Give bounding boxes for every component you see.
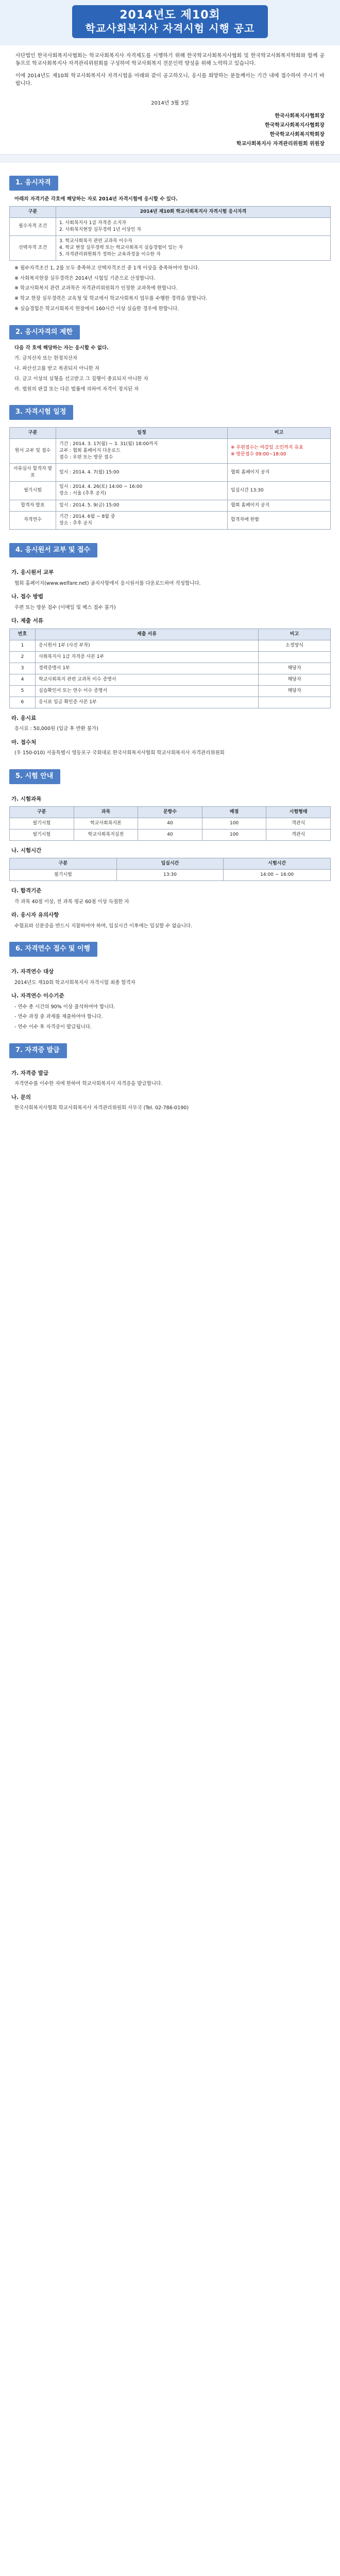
schedule-step: 필기시험	[10, 482, 56, 500]
section-title: 6. 자격연수 접수 및 이행	[9, 942, 97, 957]
subsection-title: 가. 응시원서 교부	[11, 569, 54, 576]
doc-remark: 해당자	[259, 663, 331, 674]
table-row	[10, 235, 331, 260]
list-item: - 연수 총 시간의 90% 이상 출석하여야 합니다.	[14, 1004, 115, 1010]
subsection-title: 가. 시험과목	[11, 795, 42, 802]
table-row	[10, 464, 331, 482]
table-header: 구분	[10, 807, 74, 818]
eligibility-table	[9, 206, 331, 261]
section-exam-info	[0, 760, 340, 929]
section-application	[0, 534, 340, 757]
doc-name: 응시원서 1부 (사진 부착)	[36, 640, 259, 651]
table-row	[10, 829, 331, 841]
doc-remark	[259, 651, 331, 663]
title-line-2: 학교사회복지사 자격시험 시행 공고	[85, 22, 255, 35]
table-row	[10, 439, 331, 464]
table-row	[10, 511, 331, 529]
cell: 객관식	[266, 829, 331, 841]
doc-name: 실습확인서 또는 연수 이수 증명서	[36, 685, 259, 697]
table-header: 문항수	[138, 807, 202, 818]
subsection-title: 나. 접수 방법	[11, 594, 44, 600]
subjects-table	[9, 806, 331, 841]
schedule-date: 기간 : 2014. 6월 ~ 8월 중 장소 : 추후 공지	[56, 511, 228, 529]
table-row	[10, 651, 331, 663]
table-header: 입실시간	[116, 858, 224, 870]
table-header: 시험형태	[266, 807, 331, 818]
schedule-table	[9, 427, 331, 530]
list-item: 라. 법원의 판결 또는 다른 법률에 의하여 자격이 정지된 자	[14, 386, 139, 392]
paragraph: 우편 또는 방문 접수 (이메일 및 팩스 접수 불가)	[14, 604, 116, 611]
time-table	[9, 858, 331, 881]
table-row	[10, 697, 331, 708]
doc-number: 4	[10, 674, 36, 685]
intro	[0, 45, 340, 96]
paragraph: 응시료 : 50,000원 (입금 후 반환 불가)	[14, 726, 98, 732]
cell: 13:30	[116, 870, 224, 881]
organizations	[0, 112, 340, 149]
schedule-step: 원서 교부 및 접수	[10, 439, 56, 464]
table-row	[10, 663, 331, 674]
section-schedule	[0, 396, 340, 529]
table-header: 번호	[10, 629, 36, 640]
list-item: 다. 금고 이상의 실형을 선고받고 그 집행이 종료되지 아니한 자	[14, 376, 148, 382]
subsection-title: 가. 자격증 발급	[11, 1070, 49, 1076]
doc-remark: 해당자	[259, 674, 331, 685]
doc-number: 6	[10, 697, 36, 708]
table-header: 과목	[74, 807, 138, 818]
org-name: 학교사회복지사 자격관리위원회 위원장	[236, 141, 325, 147]
doc-number: 3	[10, 663, 36, 674]
org-name: 한국사회복지사협회장	[275, 113, 325, 119]
table-row	[10, 870, 331, 881]
subsection-title: 라. 응시자 유의사항	[11, 912, 59, 919]
row-label: 필수자격 조건	[10, 217, 56, 235]
doc-name: 사회복지사 1급 자격증 사본 1부	[36, 651, 259, 663]
table-header: 일정	[56, 428, 228, 439]
schedule-note: ※ 우편접수는 마감일 소인까지 유효 ※ 방문접수 09:00~18:00	[228, 439, 331, 464]
paragraph: 자격연수를 이수한 자에 한하여 학교사회복지사 자격증을 발급합니다.	[14, 1080, 163, 1087]
divider	[0, 154, 340, 162]
subsection-title: 라. 응시료	[11, 715, 37, 721]
doc-remark	[259, 697, 331, 708]
table-header: 시험시간	[224, 858, 331, 870]
paragraph: 협회 홈페이지(www.welfare.net) 공지사항에서 응시원서를 다운로드하여 작성합니다.	[14, 580, 201, 586]
row-value: 3. 학교사회복지 관련 교과목 이수자 4. 학교 현장 실무경력 또는 학교사회복지 실습경험이 있는 자 5. 자격관리위원회가 정하는 교육과정을 이수한 자	[56, 235, 331, 260]
doc-number: 1	[10, 640, 36, 651]
table-row	[10, 217, 331, 235]
doc-name: 학교사회복지 관련 교과목 이수 증명서	[36, 674, 259, 685]
table-row	[10, 818, 331, 829]
schedule-note: 협회 홈페이지 공지	[228, 500, 331, 511]
table-row	[10, 482, 331, 500]
section-lead: 다음 각 호에 해당하는 자는 응시할 수 없다.	[14, 345, 109, 351]
doc-number: 2	[10, 651, 36, 663]
paragraph: 각 과목 40점 이상, 전 과목 평균 60점 이상 득점한 자	[14, 899, 129, 905]
note: ※ 필수자격조건 1, 2를 모두 충족하고 선택자격조건 중 1개 이상을 충족하여야 합니다.	[14, 265, 200, 271]
schedule-note: 합격자에 한함	[228, 511, 331, 529]
title-line-1: 2014년도 제10회	[120, 9, 220, 22]
cell: 40	[138, 829, 202, 841]
cell: 100	[202, 818, 266, 829]
intro-paragraph: 사단법인 한국사회복지사협회는 학교사회복지사 자격제도를 시행하기 위해 한국학교사회복지사협회 및 한국학교사회복지학회와 함께 공동으로 학교사회복지사 자격관리위원회를 구성하여 학교사회복지 전문인력 양성을 위해 노력하고 있습니다.	[15, 53, 325, 66]
cell: 객관식	[266, 818, 331, 829]
page-title	[72, 5, 268, 38]
table-header: 제출 서류	[36, 629, 259, 640]
intro-paragraph: 이에 2014년도 제10회 학교사회복지사 자격시험을 아래와 같이 공고하오니, 응시를 희망하는 분들께서는 기간 내에 접수하여 주시기 바랍니다.	[15, 73, 325, 87]
cell: 100	[202, 829, 266, 841]
section-eligibility	[0, 166, 340, 313]
doc-remark: 해당자	[259, 685, 331, 697]
note: ※ 학교 현장 실무경력은 교육청 및 학교에서 학교사회복지 업무를 수행한 경력을 말합니다.	[14, 296, 208, 302]
section-title: 5. 시험 안내	[9, 769, 60, 784]
schedule-note: 협회 홈페이지 공지	[228, 464, 331, 482]
table-header: 구분	[10, 858, 117, 870]
subsection-title: 다. 제출 서류	[11, 618, 44, 624]
table-header: 배점	[202, 807, 266, 818]
list-item: 나. 파산선고를 받고 복권되지 아니한 자	[14, 365, 99, 371]
section-title: 7. 자격증 발급	[9, 1043, 67, 1058]
table-header: 2014년 제10회 학교사회복지사 자격시험 응시자격	[56, 206, 331, 217]
announcement-date: 2014년 3월 3일	[151, 100, 189, 107]
paragraph: 2014년도 제10회 학교사회복지사 자격시험 최종 합격자	[14, 979, 135, 986]
note: ※ 실습경험은 학교사회복지 현장에서 160시간 이상 실습한 경우에 한합니다.	[14, 306, 179, 312]
section-restrictions	[0, 316, 340, 393]
doc-number: 5	[10, 685, 36, 697]
note: ※ 학교사회복지 관련 교과목은 자격관리위원회가 인정한 교과목에 한합니다.	[14, 285, 178, 292]
subsection-title: 마. 접수처	[11, 739, 37, 745]
paragraph: 수험표와 신분증을 반드시 지참하여야 하며, 입실시간 이후에는 입실할 수 없습니다.	[14, 923, 193, 929]
schedule-step: 자격연수	[10, 511, 56, 529]
table-row	[10, 674, 331, 685]
org-name: 한국학교사회복지학회장	[269, 131, 325, 138]
table-row	[10, 500, 331, 511]
subsection-title: 가. 자격연수 대상	[11, 969, 54, 975]
list-item: - 연수 이수 후 자격증이 발급됩니다.	[14, 1024, 92, 1030]
section-title: 4. 응시원서 교부 및 접수	[9, 543, 97, 558]
note: ※ 사회복지현장 실무경력은 2014년 시험일 기준으로 산정합니다.	[14, 275, 156, 281]
schedule-date: 일시 : 2014. 4. 26(토) 14:00 ~ 16:00 장소 : 서울 (추후 공지)	[56, 482, 228, 500]
row-value: 1. 사회복지사 1급 자격증 소지자 2. 사회복지현장 실무경력 1년 이상인 자	[56, 217, 331, 235]
table-row	[10, 640, 331, 651]
table-header: 비고	[228, 428, 331, 439]
header-banner	[0, 0, 340, 45]
table-header: 구분	[10, 428, 56, 439]
cell: 필기시험	[10, 818, 74, 829]
schedule-date: 일시 : 2014. 5. 9(금) 15:00	[56, 500, 228, 511]
list-item: - 연수 과정 중 과제를 제출하여야 합니다.	[14, 1014, 103, 1020]
section-title: 1. 응시자격	[9, 176, 58, 191]
doc-name: 경력증명서 1부	[36, 663, 259, 674]
subsection-title: 나. 시험시간	[11, 848, 42, 854]
doc-name: 응시료 입금 확인증 사본 1부	[36, 697, 259, 708]
cell: 학교사회복지론	[74, 818, 138, 829]
subsection-title: 다. 합격기준	[11, 888, 42, 894]
table-row	[10, 685, 331, 697]
org-name: 한국학교사회복지사협회장	[265, 122, 325, 128]
paragraph: 한국사회복지사협회 학교사회복지사 자격관리위원회 사무국 (Tel. 02-786-0190)	[14, 1105, 189, 1111]
table-header: 구분	[10, 206, 56, 217]
cell: 40	[138, 818, 202, 829]
schedule-date: 기간 : 2014. 3. 17(월) ~ 3. 31(월) 18:00까지 교부 : 협회 홈페이지 다운로드 접수 : 우편 또는 방문 접수	[56, 439, 228, 464]
subsection-title: 나. 자격연수 이수기준	[11, 993, 64, 999]
cell: 필기시험	[10, 829, 74, 841]
cell: 학교사회복지실천	[74, 829, 138, 841]
cell: 필기시험	[10, 870, 117, 881]
section-certificate	[0, 1034, 340, 1112]
table-header: 비고	[259, 629, 331, 640]
section-lead: 아래의 자격기준 각호에 해당하는 자로 2014년 자격시험에 응시할 수 있다.	[14, 196, 178, 202]
section-title: 2. 응시자격의 제한	[9, 325, 80, 340]
schedule-step: 합격자 발표	[10, 500, 56, 511]
doc-remark: 소정양식	[259, 640, 331, 651]
schedule-date: 일시 : 2014. 4. 7(월) 15:00	[56, 464, 228, 482]
documents-table	[9, 629, 331, 708]
list-item: 가. 금치산자 또는 한정치산자	[14, 355, 78, 362]
paragraph: (우 150-010) 서울특별시 영등포구 국회대로 한국사회복지사협회 학교사회복지사 자격관리위원회	[14, 750, 225, 756]
subsection-title: 나. 문의	[11, 1094, 31, 1100]
schedule-step: 서류심사 합격자 발표	[10, 464, 56, 482]
schedule-note: 입실시간 13:30	[228, 482, 331, 500]
cell: 14:00 ~ 16:00	[224, 870, 331, 881]
section-training	[0, 933, 340, 1030]
row-label: 선택자격 조건	[10, 235, 56, 260]
section-title: 3. 자격시험 일정	[9, 405, 73, 420]
